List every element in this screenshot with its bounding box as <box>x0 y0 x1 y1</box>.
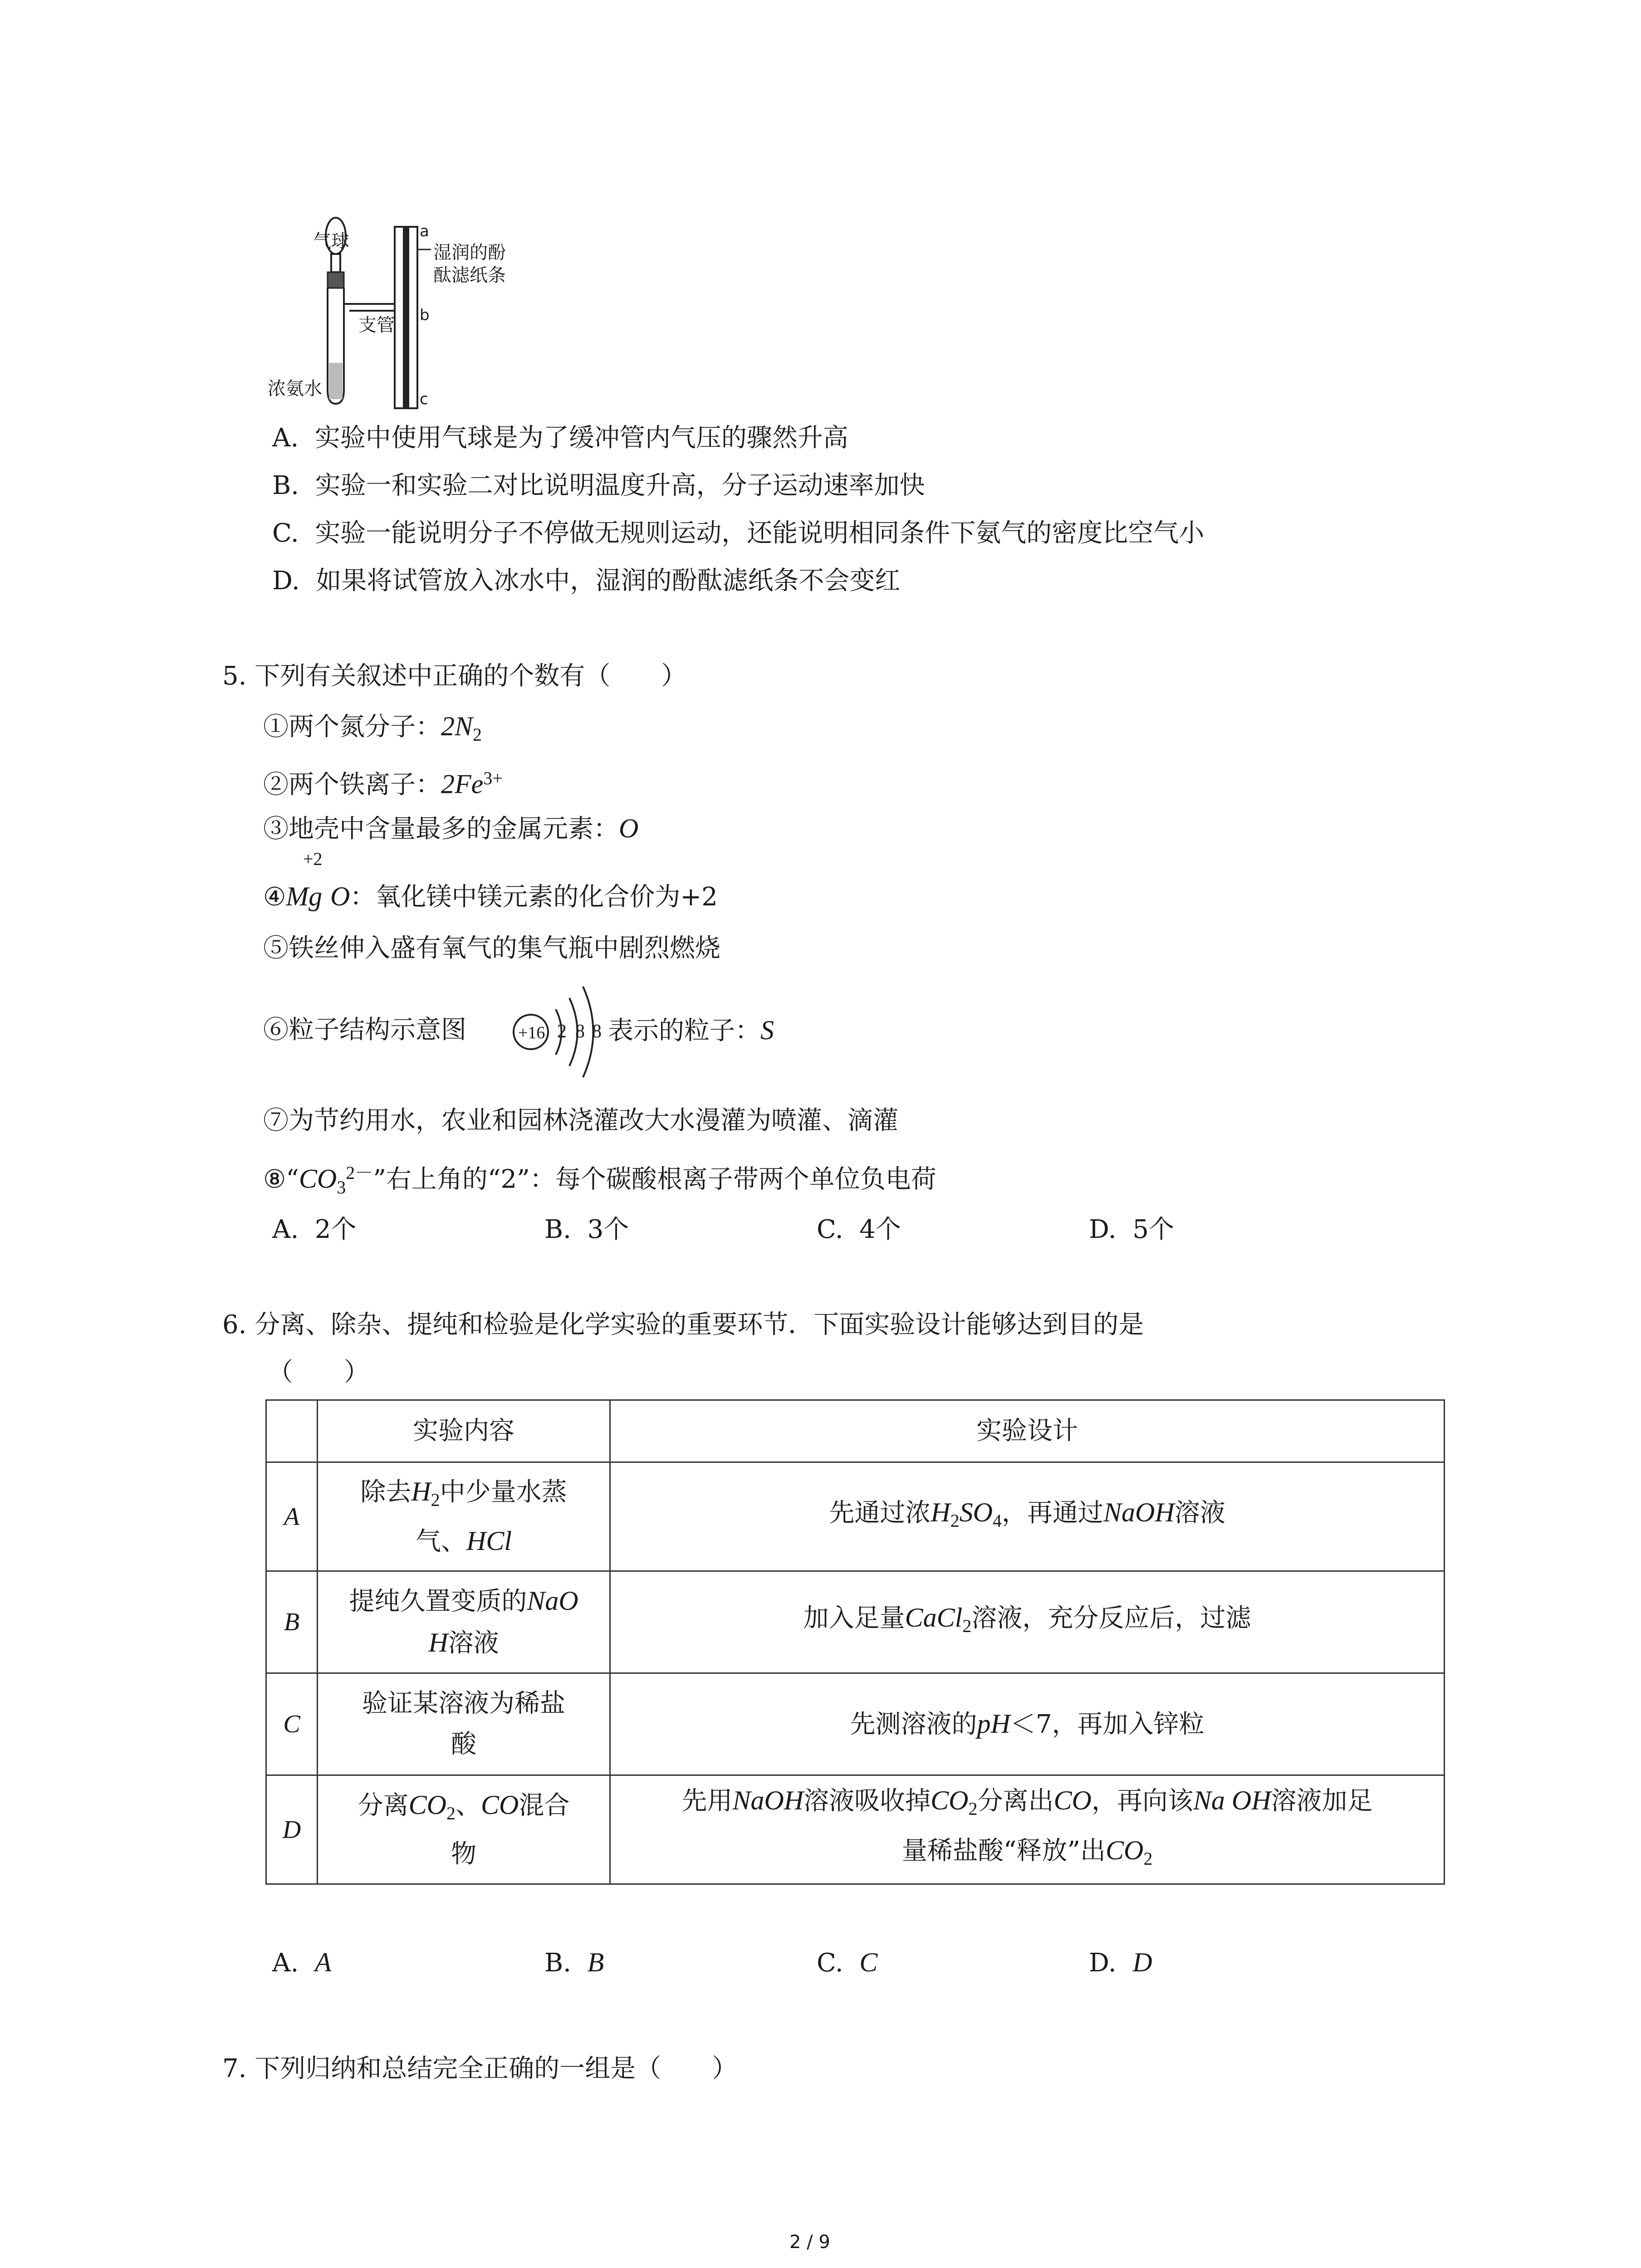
label-ammonia: 浓氨水 <box>268 378 322 399</box>
row-content: 除去$H_2$中少量水蒸 气、HCl <box>318 1462 610 1571</box>
q6-option-d: D. D <box>1089 1947 1152 1978</box>
atom-shell-2: 8 <box>575 1021 585 1042</box>
row-content: 分离$CO_2$、CO混合 物 <box>318 1775 610 1884</box>
table-row <box>266 1673 1445 1775</box>
atom-shell-3: 8 <box>592 1021 602 1042</box>
q5-item-2: ②两个铁离子：$2Fe^{3+}$ <box>263 768 503 800</box>
q5-item-3: ③地壳中含量最多的金属元素：O <box>263 813 639 844</box>
row-design: 先通过浓$H_2SO_4$，再通过NaOH溶液 <box>610 1462 1445 1571</box>
q5-stem: 5. 下列有关叙述中正确的个数有（ ） <box>222 661 687 691</box>
row-content: 验证某溶液为稀盐 酸 <box>318 1673 610 1775</box>
q6-option-c: C. C <box>817 1947 878 1978</box>
q5-option-c: C. 4个 <box>817 1215 901 1244</box>
q4-option-b: B. 实验一和实验二对比说明温度升高，分子运动速率加快 <box>272 471 925 500</box>
row-design: 先测溶液的pH＜7，再加入锌粒 <box>610 1673 1445 1775</box>
q5-option-b: B. 3个 <box>544 1215 629 1244</box>
q5-option-d: D. 5个 <box>1089 1215 1174 1244</box>
label-wet-filter-2: 酞滤纸条 <box>433 265 506 286</box>
table-header: 实验内容 <box>318 1400 610 1462</box>
q4-option-c: C. 实验一能说明分子不停做无规则运动，还能说明相同条件下氨气的密度比空气小 <box>272 518 1205 548</box>
q6-option-b: B. B <box>544 1947 604 1978</box>
q5-option-a: A. 2个 <box>272 1215 357 1244</box>
table-row <box>266 1462 1445 1571</box>
q6-option-a: A. A <box>272 1947 332 1978</box>
row-id: C <box>266 1673 318 1775</box>
label-branch: 支管 <box>358 315 395 336</box>
q5-item-4-valence: +2 <box>303 849 323 869</box>
q4-option-d: D. 如果将试管放入冰水中，湿润的酚酞滤纸条不会变红 <box>272 566 901 596</box>
table-corner <box>266 1400 318 1462</box>
label-wet-filter-1: 湿润的酚 <box>433 242 506 263</box>
label-balloon: 气球 <box>313 231 349 252</box>
label-a: a <box>420 222 429 240</box>
q5-item-7: ⑦为节约用水，农业和园林浇灌改大水漫灌为喷灌、滴灌 <box>263 1106 898 1135</box>
q6-stem: 6. 分离、除杂、提纯和检验是化学实验的重要环节．下面实验设计能够达到目的是 <box>222 1310 1144 1339</box>
atom-nucleus-label: +16 <box>518 1023 545 1042</box>
q5-item-4: ④Mg O：氧化镁中镁元素的化合价为+2 <box>263 881 718 912</box>
q5-item-6-post: 表示的粒子：S <box>608 1015 774 1046</box>
table-header: 实验设计 <box>610 1400 1445 1462</box>
q5-item-5: ⑤铁丝伸入盛有氧气的集气瓶中剧烈燃烧 <box>263 934 720 963</box>
table-row <box>266 1571 1445 1673</box>
row-design: 加入足量CaCl$_2$溶液，充分反应后，过滤 <box>610 1571 1445 1673</box>
q4-option-a: A. 实验中使用气球是为了缓冲管内气压的骤然升高 <box>272 423 848 453</box>
label-b: b <box>420 306 430 324</box>
experiment-table <box>265 1399 1445 1885</box>
page-number: 2 / 9 <box>789 2232 830 2253</box>
row-content: 提纯久置变质的NaO H溶液 <box>318 1571 610 1673</box>
q5-item-1: ①两个氮分子：$2N_2$ <box>263 711 482 745</box>
row-id: B <box>266 1571 318 1673</box>
row-id: A <box>266 1462 318 1571</box>
q5-item-8: $⑧“CO_3^{2-}$”右上角的“2”：每个碳酸根离子带两个单位负电荷 <box>263 1163 936 1198</box>
q6-paren: （ ） <box>268 1358 369 1387</box>
table-row <box>266 1775 1445 1884</box>
label-c: c <box>420 390 428 408</box>
row-design: 先用NaOH溶液吸收掉$CO_2$分离出CO，再向该Na OH溶液加足 量稀盐酸“释放”出$CO_2$ <box>610 1775 1445 1884</box>
q7-stem: 7. 下列归纳和总结完全正确的一组是（ ） <box>222 2054 738 2083</box>
atom-shell-1: 2 <box>557 1021 567 1042</box>
row-id: D <box>266 1775 318 1884</box>
q5-item-6-pre: ⑥粒子结构示意图 <box>263 1015 466 1045</box>
